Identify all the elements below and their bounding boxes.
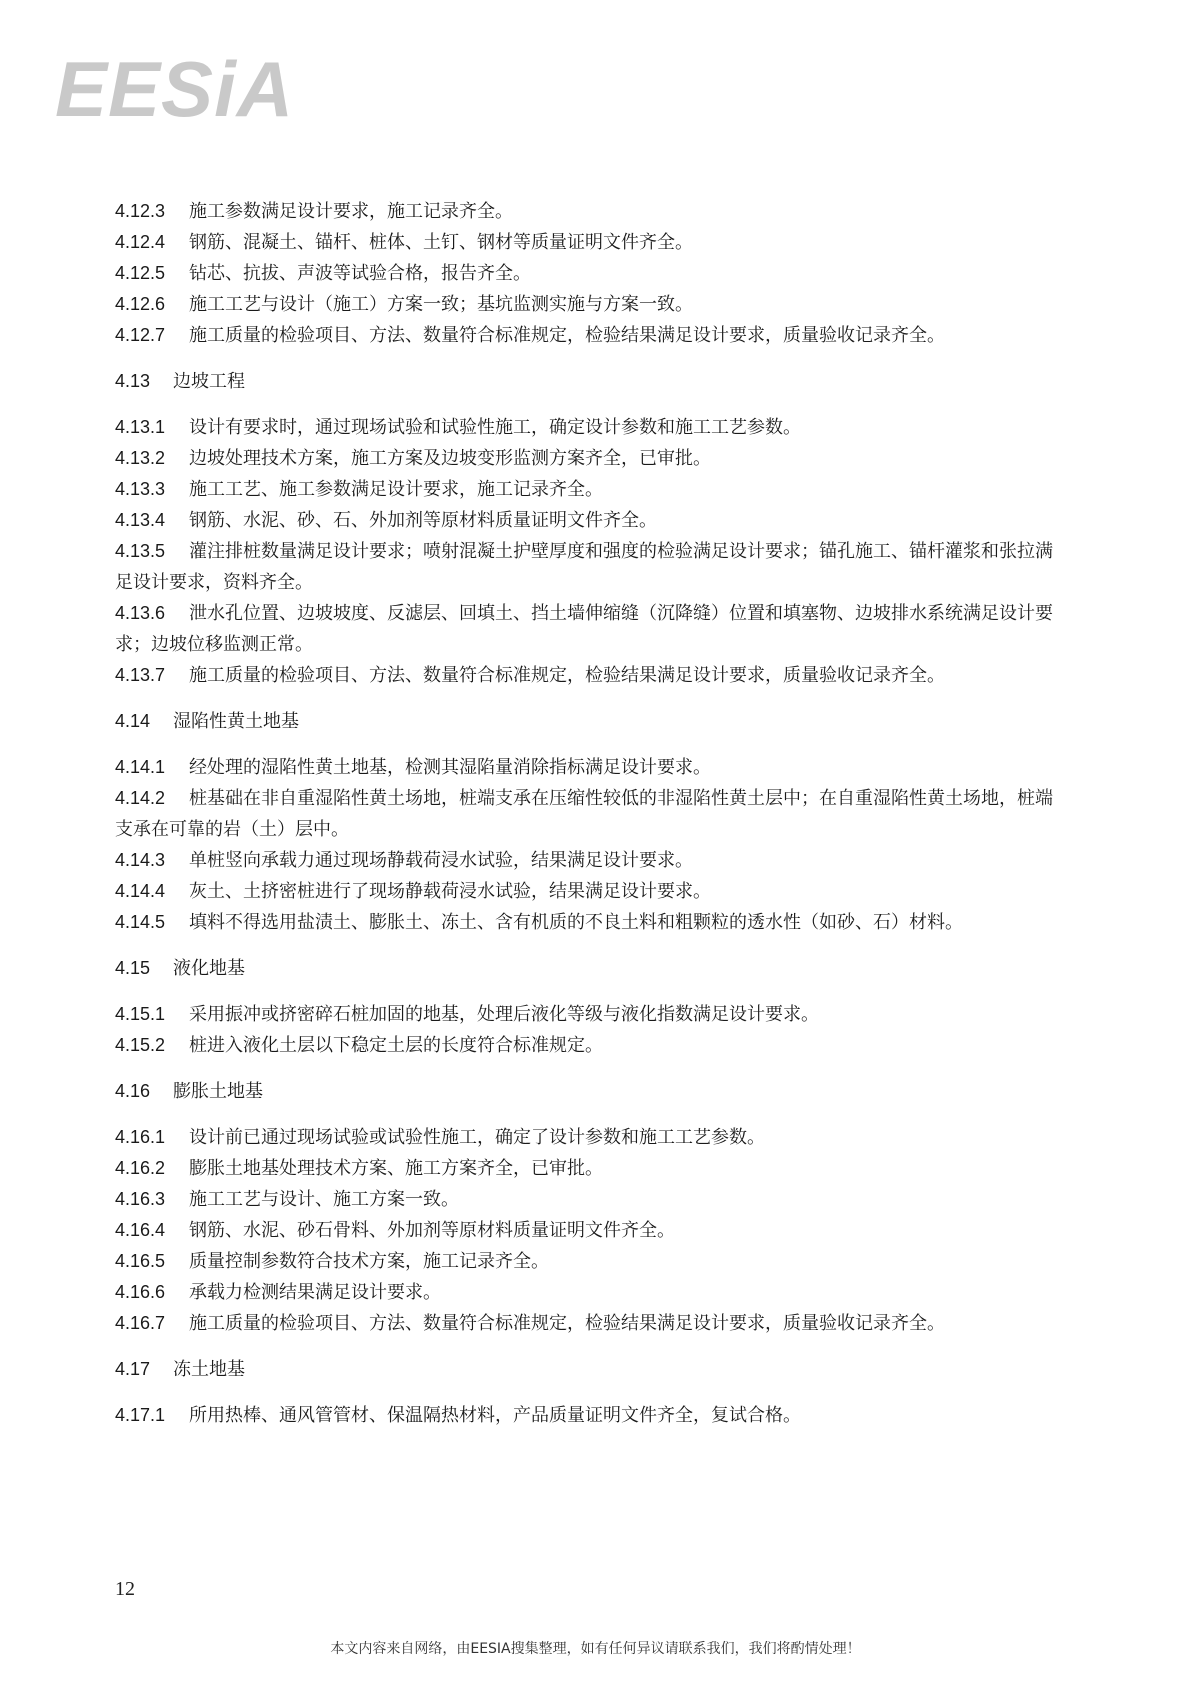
clause-text: 质量控制参数符合技术方案，施工记录齐全。	[189, 1251, 549, 1272]
clause-text: 施工质量的检验项目、方法、数量符合标准规定，检验结果满足设计要求，质量验收记录齐全。	[189, 325, 945, 346]
clause-text: 采用振冲或挤密碎石桩加固的地基，处理后液化等级与液化指数满足设计要求。	[189, 1004, 819, 1025]
clause-number: 4.16.6	[115, 1282, 166, 1302]
clause-text: 填料不得选用盐渍土、膨胀土、冻土、含有机质的不良土料和粗颗粒的透水性（如砂、石）材料。	[189, 912, 963, 933]
clause-number: 4.14.3	[115, 850, 166, 870]
clause-text: 钢筋、水泥、砂、石、外加剂等原材料质量证明文件齐全。	[189, 510, 657, 531]
clause-number: 4.13.2	[115, 448, 166, 468]
clause-text: 桩基础在非自重湿陷性黄土场地，桩端支承在压缩性较低的非湿陷性黄土层中；在自重湿陷性黄土场地，桩端支承在可靠的岩（土）层中。	[115, 788, 1053, 840]
section-heading	[115, 1076, 1065, 1107]
section-title: 边坡工程	[173, 371, 245, 392]
section-title: 冻土地基	[173, 1359, 245, 1380]
clause-text: 设计有要求时，通过现场试验和试验性施工，确定设计参数和施工工艺参数。	[189, 417, 801, 438]
clause-text: 经处理的湿陷性黄土地基，检测其湿陷量消除指标满足设计要求。	[189, 757, 711, 778]
clause	[115, 783, 1065, 845]
clause-text: 施工工艺与设计（施工）方案一致；基坑监测实施与方案一致。	[189, 294, 693, 315]
clause	[115, 1246, 1065, 1277]
clause-text: 桩进入液化土层以下稳定土层的长度符合标准规定。	[189, 1035, 603, 1056]
clause-number: 4.15.2	[115, 1035, 166, 1055]
clause-number: 4.13.6	[115, 603, 166, 623]
clause-number: 4.17.1	[115, 1405, 166, 1425]
clause	[115, 1153, 1065, 1184]
clause	[115, 1308, 1065, 1339]
clause-text: 施工质量的检验项目、方法、数量符合标准规定，检验结果满足设计要求，质量验收记录齐全。	[189, 665, 945, 686]
clause	[115, 598, 1065, 660]
clause-number: 4.14.5	[115, 912, 166, 932]
clause-text: 施工参数满足设计要求，施工记录齐全。	[189, 201, 513, 222]
clause-number: 4.12.3	[115, 201, 166, 221]
clause	[115, 289, 1065, 320]
clause-text: 单桩竖向承载力通过现场静载荷浸水试验，结果满足设计要求。	[189, 850, 693, 871]
clause	[115, 258, 1065, 289]
clause-text: 所用热棒、通风管管材、保温隔热材料，产品质量证明文件齐全，复试合格。	[189, 1405, 801, 1426]
clause-number: 4.14.4	[115, 881, 166, 901]
clause-number: 4.13.4	[115, 510, 166, 530]
clause-number: 4.14.2	[115, 788, 166, 808]
clause	[115, 320, 1065, 351]
footer-notice: 本文内容来自网络，由EESIA搜集整理，如有任何异议请联系我们，我们将酌情处理！	[330, 1641, 861, 1657]
clause-text: 施工工艺、施工参数满足设计要求，施工记录齐全。	[189, 479, 603, 500]
section-number: 4.17	[115, 1359, 151, 1379]
clause-number: 4.16.2	[115, 1158, 166, 1178]
clause	[115, 196, 1065, 227]
section-heading	[115, 1354, 1065, 1385]
clause	[115, 1184, 1065, 1215]
section-number: 4.15	[115, 958, 151, 978]
clause	[115, 1030, 1065, 1061]
clause	[115, 999, 1065, 1030]
clause	[115, 536, 1065, 598]
section-title: 膨胀土地基	[173, 1081, 263, 1102]
clause-text: 灰土、土挤密桩进行了现场静载荷浸水试验，结果满足设计要求。	[189, 881, 711, 902]
clause	[115, 876, 1065, 907]
clause-text: 灌注排桩数量满足设计要求；喷射混凝土护壁厚度和强度的检验满足设计要求；锚孔施工、锚杆灌浆和张拉满足设计要求，资料齐全。	[115, 541, 1053, 593]
section-title: 液化地基	[173, 958, 245, 979]
clause	[115, 505, 1065, 536]
clause-number: 4.13.7	[115, 665, 166, 685]
clause	[115, 412, 1065, 443]
clause-number: 4.16.5	[115, 1251, 166, 1271]
clause-text: 承载力检测结果满足设计要求。	[189, 1282, 441, 1303]
clause	[115, 752, 1065, 783]
clause-number: 4.16.7	[115, 1313, 166, 1333]
section-title: 湿陷性黄土地基	[173, 711, 299, 732]
clause-number: 4.12.5	[115, 263, 166, 283]
clause	[115, 227, 1065, 258]
clause-text: 施工质量的检验项目、方法、数量符合标准规定，检验结果满足设计要求，质量验收记录齐全。	[189, 1313, 945, 1334]
section-heading	[115, 953, 1065, 984]
page-number: 12	[115, 1578, 135, 1600]
document-body	[115, 196, 1065, 1431]
clause-number: 4.13.3	[115, 479, 166, 499]
clause	[115, 1122, 1065, 1153]
clause-text: 钻芯、抗拔、声波等试验合格，报告齐全。	[189, 263, 531, 284]
clause-number: 4.13.5	[115, 541, 166, 561]
section-number: 4.13	[115, 371, 151, 391]
section-number: 4.14	[115, 711, 151, 731]
clause	[115, 1400, 1065, 1431]
clause-number: 4.12.6	[115, 294, 166, 314]
clause-text: 泄水孔位置、边坡坡度、反滤层、回填土、挡土墙伸缩缝（沉降缝）位置和填塞物、边坡排水系统满足设计要求；边坡位移监测正常。	[115, 603, 1053, 655]
clause-text: 钢筋、水泥、砂石骨料、外加剂等原材料质量证明文件齐全。	[189, 1220, 675, 1241]
clause-number: 4.12.7	[115, 325, 166, 345]
clause-number: 4.12.4	[115, 232, 166, 252]
clause-text: 钢筋、混凝土、锚杆、桩体、土钉、钢材等质量证明文件齐全。	[189, 232, 693, 253]
clause-number: 4.14.1	[115, 757, 166, 777]
clause	[115, 907, 1065, 938]
clause	[115, 845, 1065, 876]
section-heading	[115, 366, 1065, 397]
clause-number: 4.13.1	[115, 417, 166, 437]
clause	[115, 1215, 1065, 1246]
clause	[115, 660, 1065, 691]
section-heading	[115, 706, 1065, 737]
clause-text: 设计前已通过现场试验或试验性施工，确定了设计参数和施工工艺参数。	[189, 1127, 765, 1148]
clause	[115, 474, 1065, 505]
clause-text: 施工工艺与设计、施工方案一致。	[189, 1189, 459, 1210]
clause-text: 边坡处理技术方案，施工方案及边坡变形监测方案齐全，已审批。	[189, 448, 711, 469]
eesia-logo: EESiA	[55, 45, 295, 133]
clause-number: 4.15.1	[115, 1004, 166, 1024]
clause-text: 膨胀土地基处理技术方案、施工方案齐全，已审批。	[189, 1158, 603, 1179]
clause	[115, 443, 1065, 474]
clause-number: 4.16.4	[115, 1220, 166, 1240]
section-number: 4.16	[115, 1081, 151, 1101]
clause	[115, 1277, 1065, 1308]
clause-number: 4.16.3	[115, 1189, 166, 1209]
clause-number: 4.16.1	[115, 1127, 166, 1147]
